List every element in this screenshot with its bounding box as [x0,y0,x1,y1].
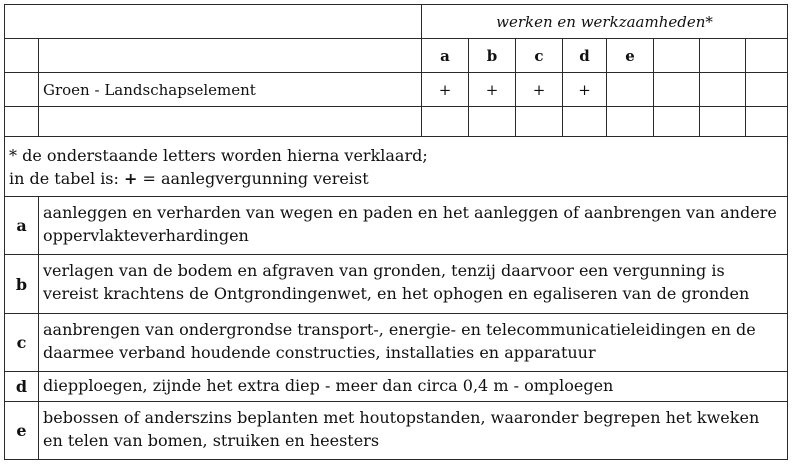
column-letter [746,39,788,73]
column-letter [700,39,746,73]
mark-cell: + [469,73,516,107]
table-row [5,107,788,137]
letters-row [5,39,788,73]
mark-cell [607,107,654,137]
column-letter: e [607,39,654,73]
legend-row [5,402,788,460]
mark-cell [563,107,607,137]
legend-note [5,137,788,197]
row-label: Groen - Landschapselement [39,73,422,107]
mark-cell [469,107,516,137]
mark-cell [607,73,654,107]
note-line-2 [9,167,783,190]
row-label [39,107,422,137]
column-letter: d [563,39,607,73]
mark-cell [700,73,746,107]
legend-row [5,314,788,372]
legend-letter: c [5,314,39,372]
legend-row [5,255,788,314]
column-letter: b [469,39,516,73]
blank-cell [39,39,422,73]
legend-text: diepploegen, zijnde het extra diep - meer dan circa 0,4 m - omploegen [39,372,788,402]
mark-cell [746,73,788,107]
mark-cell [516,107,563,137]
mark-cell [746,107,788,137]
note-suffix: = aanlegvergunning vereist [137,169,369,188]
mark-cell [422,107,469,137]
column-letter [654,39,700,73]
mark-cell: + [563,73,607,107]
blank-cell [5,39,39,73]
note-line-1: * de onderstaande letters worden hierna verklaard; [9,146,428,165]
column-letter: a [422,39,469,73]
blank-cell [5,107,39,137]
blank-corner-cell [5,5,422,39]
mark-cell [654,73,700,107]
mark-cell [654,107,700,137]
legend-row [5,372,788,402]
legend-row [5,197,788,255]
table-row [5,73,788,107]
legend-note-row [5,137,788,197]
legend-table [4,136,788,460]
plus-symbol: + [124,169,138,188]
legend-text: verlagen van de bodem en afgraven van gronden, tenzij daarvoor een vergunning is vereist krachtens de Ontgrondingenwet, en het ophogen en egaliseren van de gronden [39,255,788,314]
legend-letter: e [5,402,39,460]
mark-cell: + [422,73,469,107]
note-prefix: in de tabel is: [9,169,124,188]
blank-cell [5,73,39,107]
legend-text: aanleggen en verharden van wegen en paden en het aanleggen of aanbrengen van andere oppervlakteverhardingen [39,197,788,255]
mark-cell [700,107,746,137]
legend-text: bebossen of anderszins beplanten met houtopstanden, waaronder begrepen het kweken en telen van bomen, struiken en heesters [39,402,788,460]
column-letter: c [516,39,563,73]
mark-cell: + [516,73,563,107]
legend-letter: a [5,197,39,255]
legend-letter: d [5,372,39,402]
legend-letter: b [5,255,39,314]
works-header: werken en werkzaamheden* [422,5,788,39]
permit-matrix-table [4,4,788,137]
header-row [5,5,788,39]
legend-text: aanbrengen van ondergrondse transport-, energie- en telecommunicatieleidingen en de daarmee verband houdende constructies, installaties en apparatuur [39,314,788,372]
